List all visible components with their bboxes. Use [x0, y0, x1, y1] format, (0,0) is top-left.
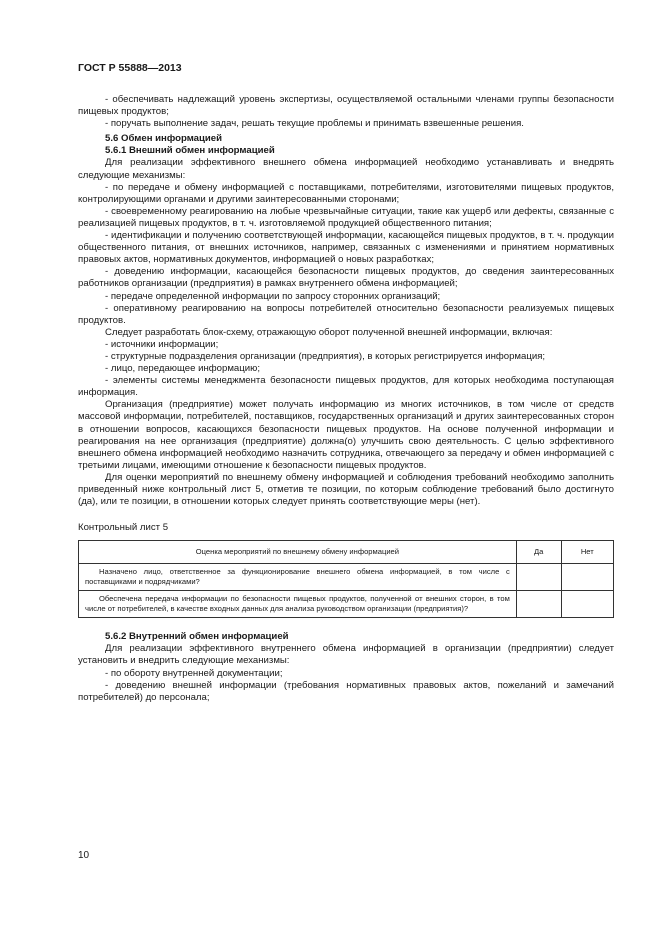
page-number: 10 [78, 850, 90, 861]
paragraph: Для реализации эффективного внутреннего обмена информацией в организации (предприятии) следует установить и внедрить следующие механизмы: [78, 643, 614, 667]
subsection-heading: 5.6.2 Внутренний обмен информацией [105, 631, 289, 643]
document-body [78, 94, 614, 704]
table-header-cell: Да [516, 541, 561, 564]
paragraph: Организация (предприятие) может получать информацию из многих источников, в том числе от средств массовой информации, потребителей, поставщиков, государственных организаций и других заинтересованных сторон в отношении вопросов, касающихся безопасности пищевых продуктов. На основе полученной информации и реагирования на нее организация (предприятие) должна(о) улучшить свою деятельность. С целью эффективного внешнего обмена информацией необходимо назначить сотрудника, отвечающего за передачу и обмен информацией с третьими лицами, имеющими отношение к безопасности пищевых продуктов. [78, 399, 614, 471]
paragraph: Следует разработать блок-схему, отражающую оборот полученной внешней информации, включая: [105, 326, 553, 338]
table-cell-yes[interactable] [516, 564, 561, 591]
table-header-cell: Оценка мероприятий по внешнему обмену информацией [79, 541, 517, 564]
list-item: - по обороту внутренней документации; [105, 667, 283, 679]
list-item: - оперативному реагированию на вопросы потребителей относительно безопасности реализуемых пищевых продуктов. [78, 302, 614, 326]
table-row [79, 564, 614, 591]
list-item: - источники информации; [105, 338, 219, 350]
section-heading: 5.6 Обмен информацией [105, 133, 223, 145]
spacer [78, 618, 614, 631]
table-row [79, 591, 614, 618]
list-item: - передаче определенной информации по запросу сторонних организаций; [105, 290, 441, 302]
table-cell-no[interactable] [561, 564, 613, 591]
paragraph: Для реализации эффективного внешнего обмена информацией необходимо устанавливать и внедрять следующие механизмы: [78, 157, 614, 181]
table-cell-yes[interactable] [516, 591, 561, 618]
paragraph: Для оценки мероприятий по внешнему обмену информацией и соблюдения требований необходимо заполнить приведенный ниже контрольный лист 5, отметив те позиции, по которым соблюдение требований было достигнуто (да), или те позиции, в отношении которых следует принять соответствующие меры (нет). [78, 471, 614, 508]
table-header-row [79, 541, 614, 564]
list-item: - элементы системы менеджмента безопасности пищевых продуктов, для которых необходима поступающая информация. [78, 375, 614, 399]
paragraph: - обеспечивать надлежащий уровень экспертизы, осуществляемой остальными членами группы безопасности пищевых продуктов; [78, 94, 614, 118]
table-cell-no[interactable] [561, 591, 613, 618]
list-item: - идентификации и получению соответствующей информации, касающейся пищевых продуктов, в т. ч. продукции общественного питания, от внешних источников, например, связанных с изменениями и принятием нормативных правовых актов, нормативных документов, информацией о новых разработках; [78, 230, 614, 266]
paragraph: - поручать выполнение задач, решать текущие проблемы и принимать взвешенные решения. [105, 118, 524, 130]
table-cell-question: Назначено лицо, ответственное за функционирование внешнего обмена информацией, в том числе с поставщиками и подрядчиками? [79, 564, 517, 591]
list-item: - доведению информации, касающейся безопасности пищевых продуктов, до сведения заинтересованных работников организации (предприятия) в рамках внутреннего обмена информацией; [78, 266, 614, 290]
table-cell-question: Обеспечена передача информации по безопасности пищевых продуктов, полученной от внешних сторон, в том числе от потребителей, в качестве входных данных для анализа руководством организации (предприятия)? [79, 591, 517, 618]
checklist-table [78, 540, 614, 618]
list-item: - лицо, передающее информацию; [105, 363, 260, 375]
table-caption: Контрольный лист 5 [78, 522, 169, 534]
list-item: - своевременному реагированию на любые чрезвычайные ситуации, такие как ущерб или дефекты, связанные с реализацией пищевых продуктов, в т. ч. изготовляемой продукцией общественного питания; [78, 205, 614, 229]
table-header-cell: Нет [561, 541, 613, 564]
list-item: - структурные подразделения организации (предприятия), в которых регистрируется информация; [105, 350, 546, 362]
document-header: ГОСТ Р 55888—2013 [78, 62, 182, 74]
list-item: - по передаче и обмену информацией с поставщиками, потребителями, изготовителями пищевых продуктов, контролирующими органами и другими заинтересованными сторонами; [78, 181, 614, 205]
list-item: - доведению внешней информации (требования нормативных правовых актов, пожеланий и замечаний потребителей) до персонала; [78, 679, 614, 703]
subsection-heading: 5.6.1 Внешний обмен информацией [105, 145, 275, 157]
